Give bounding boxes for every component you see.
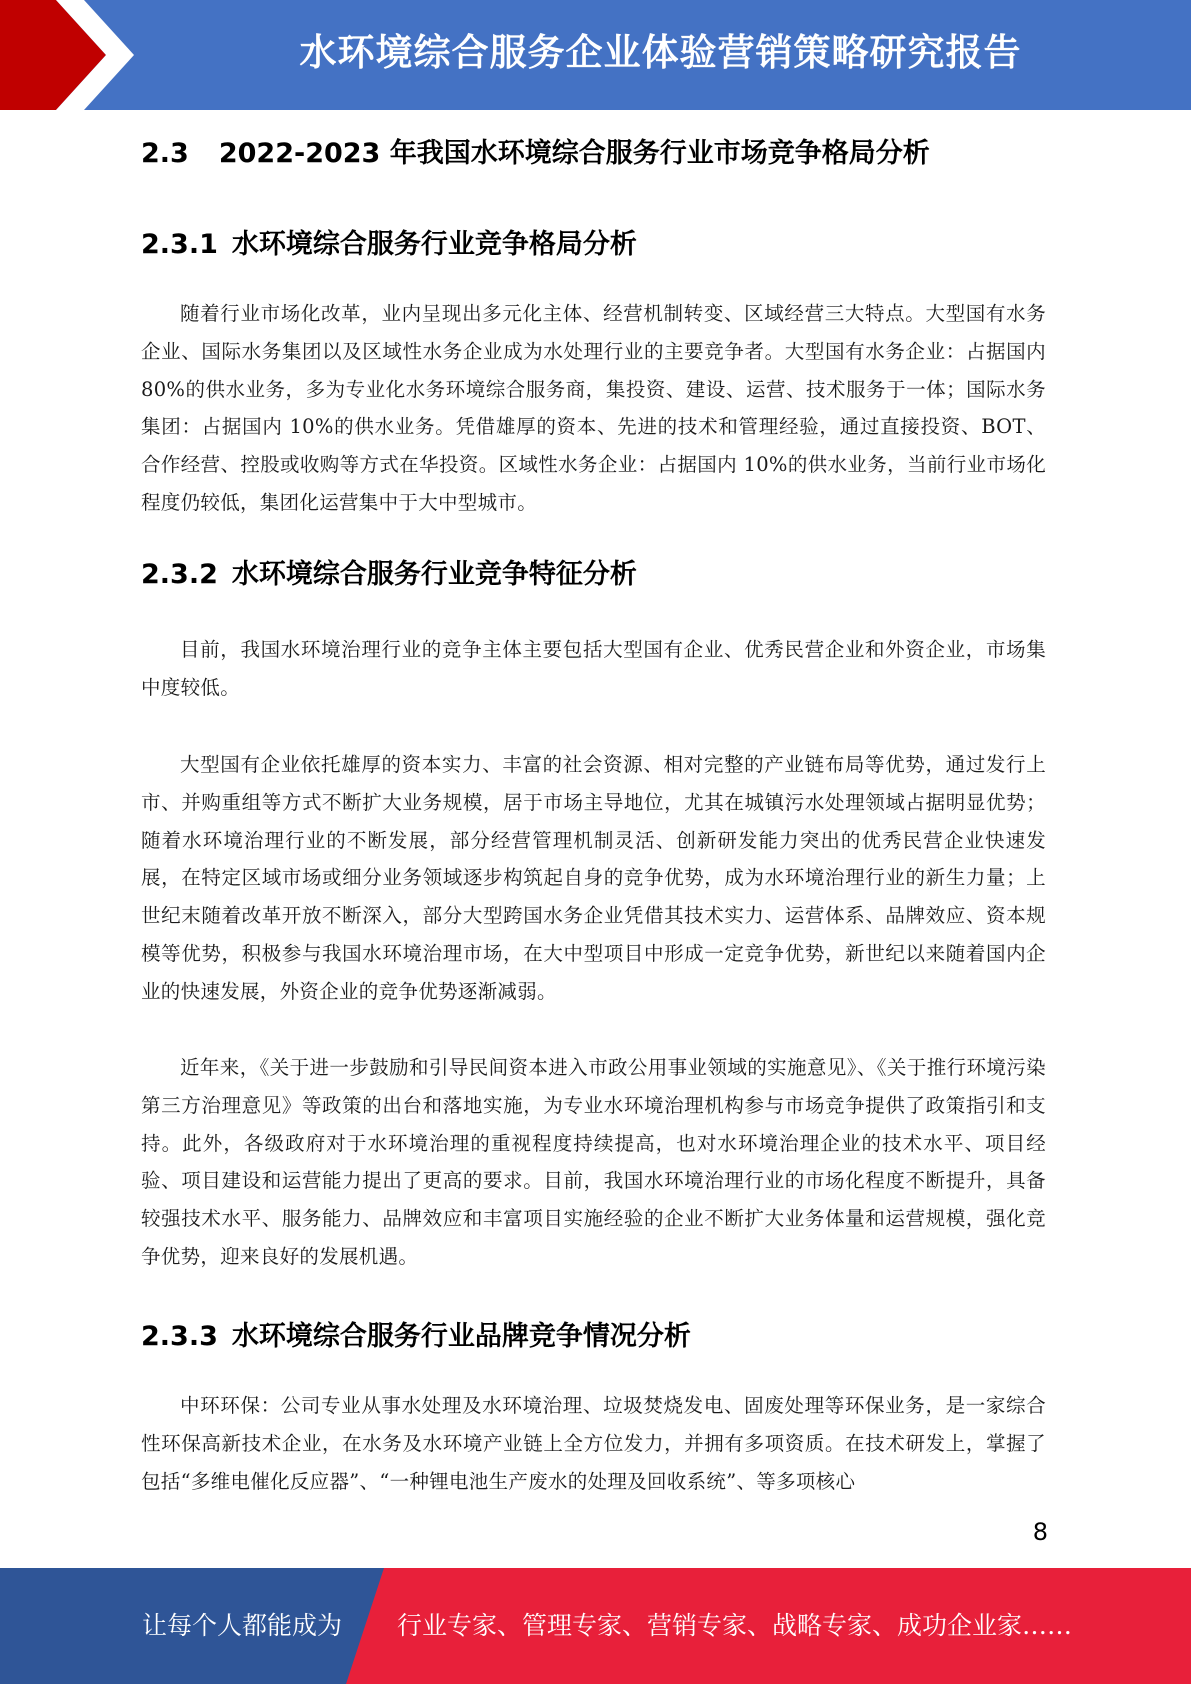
- section-number: 2.3.3: [141, 1321, 218, 1352]
- section-number: 2.3.1: [141, 229, 218, 260]
- page-footer: [0, 1568, 1191, 1684]
- paragraph: 中环环保：公司专业从事水处理及水环境治理、垃圾焚烧发电、固废处理等环保业务，是一家综合性环保高新技术企业，在水务及水环境产业链上全方位发力，并拥有多项资质。在技术研发上，掌握了包括“多维电催化反应器”、“一种锂电池生产废水的处理及回收系统”、等多项核心: [141, 1394, 1046, 1493]
- section-heading-2-3: [141, 131, 930, 170]
- section-title: 水环境综合服务行业竞争特征分析: [231, 559, 637, 590]
- report-title: 水环境综合服务企业体验营销策略研究报告: [299, 31, 1022, 74]
- page-number: 8: [1032, 1518, 1048, 1546]
- paragraph: 大型国有企业依托雄厚的资本实力、丰富的社会资源、相对完整的产业链布局等优势，通过发行上市、并购重组等方式不断扩大业务规模，居于市场主导地位，尤其在城镇污水处理领域占据明显优势；随着水环境治理行业的不断发展，部分经营管理机制灵活、创新研发能力突出的优秀民营企业快速发展，在特定区域市场或细分业务领域逐步构筑起自身的竞争优势，成为水环境治理行业的新生力量；上世纪末随着改革开放不断深入，部分大型跨国水务企业凭借其技术实力、运营体系、品牌效应、资本规模等优势，积极参与我国水环境治理市场，在大中型项目中形成一定竞争优势，新世纪以来随着国内企业的快速发展，外资企业的竞争优势逐渐减弱。: [141, 753, 1046, 1003]
- footer-slogan-left: 让每个人都能成为: [142, 1611, 343, 1640]
- section-number: 2.3.2: [141, 559, 218, 590]
- section-title: 2022-2023 年我国水环境综合服务行业市场竞争格局分析: [218, 138, 930, 169]
- footer-slogan-right: 行业专家、管理专家、营销专家、战略专家、成功企业家……: [397, 1611, 1073, 1640]
- paragraph: 目前，我国水环境治理行业的竞争主体主要包括大型国有企业、优秀民营企业和外资企业，市场集中度较低。: [141, 638, 1046, 699]
- section-heading-2-3-3: [141, 1314, 691, 1353]
- header-arrow-decoration: [0, 0, 160, 110]
- paragraph: 随着行业市场化改革，业内呈现出多元化主体、经营机制转变、区域经营三大特点。大型国有水务企业、国际水务集团以及区域性水务企业成为水处理行业的主要竞争者。大型国有水务企业：占据国内 80%的供水业务，多为专业化水务环境综合服务商，集投资、建设、运营、技术服务于一体；国际水务集团：占据国内 10%的供水业务。凭借雄厚的资本、先进的技术和管理经验，通过直接投资、BOT、合作经营、控股或收购等方式在华投资。区域性水务企业：占据国内 10%的供水业务，当前行业市场化程度仍较低，集团化运营集中于大中型城市。: [141, 302, 1046, 514]
- page-header: [0, 0, 1191, 110]
- section-title: 水环境综合服务行业竞争格局分析: [231, 229, 637, 260]
- paragraph: 近年来，《关于进一步鼓励和引导民间资本进入市政公用事业领域的实施意见》、《关于推行环境污染第三方治理意见》等政策的出台和落地实施，为专业水环境治理机构参与市场竞争提供了政策指引和支持。此外，各级政府对于水环境治理的重视程度持续提高，也对水环境治理企业的技术水平、项目经验、项目建设和运营能力提出了更高的要求。目前，我国水环境治理行业的市场化程度不断提升，具备较强技术水平、服务能力、品牌效应和丰富项目实施经验的企业不断扩大业务体量和运营规模，强化竞争优势，迎来良好的发展机遇。: [141, 1056, 1046, 1268]
- section-title: 水环境综合服务行业品牌竞争情况分析: [231, 1321, 691, 1352]
- section-heading-2-3-2: [141, 552, 637, 591]
- section-heading-2-3-1: [141, 222, 637, 261]
- section-number: 2.3: [141, 138, 189, 169]
